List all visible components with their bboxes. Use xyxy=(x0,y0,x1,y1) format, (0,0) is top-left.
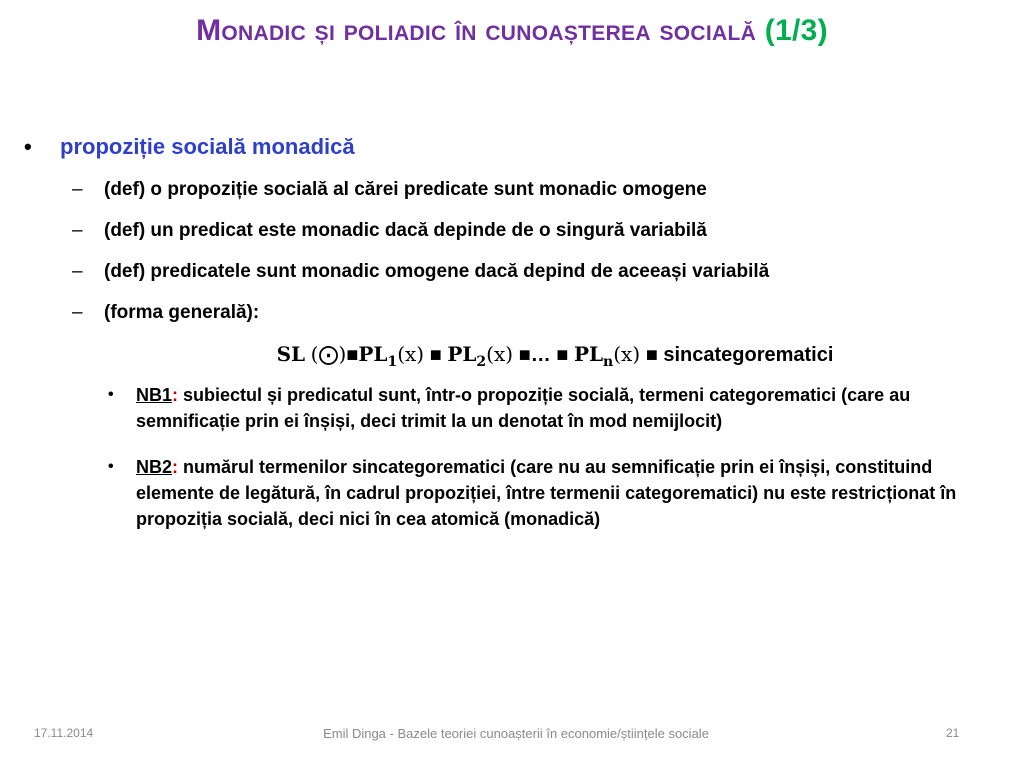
formula-sub-n: n xyxy=(603,354,614,370)
formula-circle: (⨀) xyxy=(310,342,347,366)
slide-title-main: Monadic și poliadic în cunoașterea socială xyxy=(196,14,757,47)
main-bullet xyxy=(24,134,355,160)
note-text: numărul termenilor sincategorematici (care nu au semnificație prin ei înșiși, constituind elemente de legătură, în cadrul propoziției, între termenii categorematici) nu este restricționat în propoziția socială, deci nici în cea atomică (monadică) xyxy=(136,457,957,529)
note-marker: • xyxy=(108,386,114,403)
slide-title xyxy=(0,14,1024,48)
note-nb2 xyxy=(108,454,1008,532)
dash-marker: – xyxy=(72,179,83,200)
formula-arg-2: (x) xyxy=(486,342,514,366)
formula-sl: SL xyxy=(276,342,306,366)
formula-tail: sincategorematici xyxy=(663,344,834,366)
note-label: NB1 xyxy=(136,385,173,405)
dash-marker: – xyxy=(72,220,83,241)
note-nb1 xyxy=(108,382,1008,434)
main-bullet-text: propoziție socială monadică xyxy=(60,134,355,159)
sub-bullet-general-form xyxy=(72,302,259,324)
note-colon: : xyxy=(172,457,179,477)
formula-sep-3: ■ xyxy=(518,344,531,366)
note-text: subiectul și predicatul sunt, într-o propoziție socială, termeni categorematici (care au semnificație prin ei înșiși, deci trimit la un denotat în mod nemijlocit) xyxy=(136,385,911,431)
sub-bullet-def-1 xyxy=(72,179,707,201)
formula-sep-1: ■ xyxy=(346,344,359,366)
formula-pl-n: PL xyxy=(573,342,604,366)
note-colon: : xyxy=(172,385,179,405)
formula-sep-5: ■ xyxy=(645,344,658,366)
sub-bullet-text: (def) predicatele sunt monadic omogene dacă depind de aceeași variabilă xyxy=(104,261,770,282)
formula-sub-2: 2 xyxy=(476,354,487,370)
formula-sep-4: ■ xyxy=(556,344,569,366)
note-marker: • xyxy=(108,458,114,475)
sub-bullet-def-3 xyxy=(72,261,769,283)
formula-arg-n: (x) xyxy=(613,342,641,366)
dash-marker: – xyxy=(72,261,83,282)
formula-arg-1: (x) xyxy=(397,342,425,366)
formula-sub-1: 1 xyxy=(387,354,398,370)
sub-bullet-def-2 xyxy=(72,220,707,242)
general-form-formula xyxy=(0,342,1024,370)
formula-pl-2: PL xyxy=(447,342,477,366)
footer-author: Emil Dinga - Bazele teoriei cunoașterii în economie/științele sociale xyxy=(323,726,709,741)
sub-bullet-text: (forma generală): xyxy=(104,302,260,323)
footer-date: 17.11.2014 xyxy=(34,726,94,740)
formula-sep-2: ■ xyxy=(429,344,442,366)
sub-bullet-text: (def) o propoziție socială al cărei predicate sunt monadic omogene xyxy=(104,179,707,200)
note-label: NB2 xyxy=(136,457,173,477)
dash-marker: – xyxy=(72,302,83,323)
sub-bullet-text: (def) un predicat este monadic dacă depinde de o singură variabilă xyxy=(104,220,707,241)
slide-title-number: (1/3) xyxy=(764,14,828,47)
note-body xyxy=(136,454,1008,532)
formula-ellipsis: … xyxy=(530,344,551,366)
formula-pl-1: PL xyxy=(358,342,388,366)
bullet-marker: • xyxy=(24,134,32,159)
footer-page-number: 21 xyxy=(946,726,960,740)
note-body xyxy=(136,382,1008,434)
